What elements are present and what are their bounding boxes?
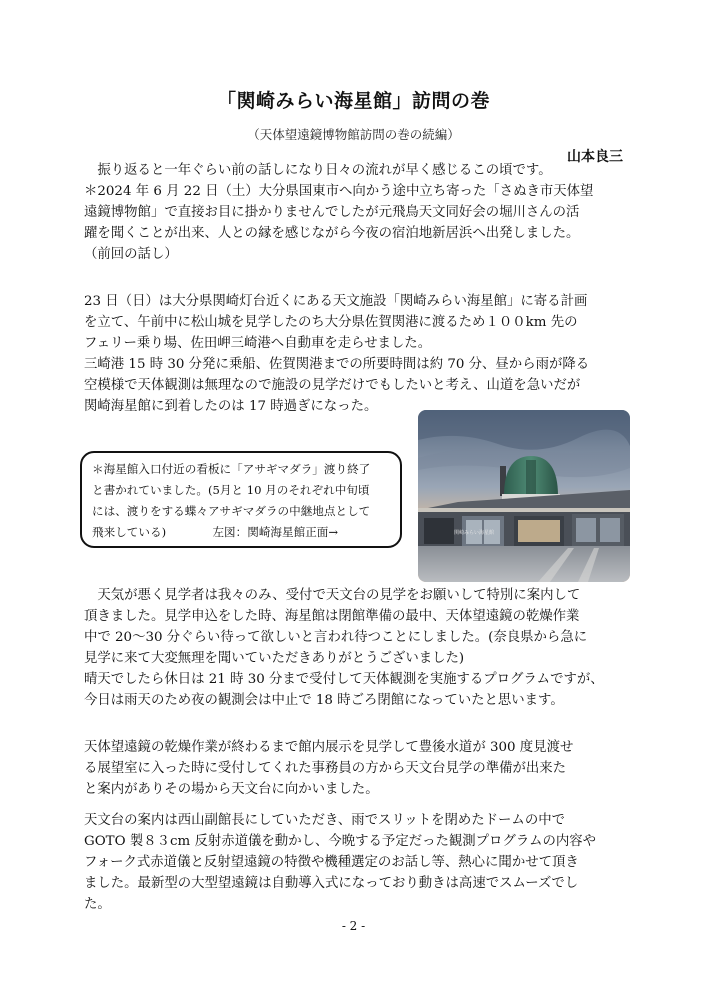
paragraph-observatory (84, 810, 632, 915)
text-line: 23 日（日）は大分県関崎灯台近くにある天文施設「関崎みらい海星館」に寄る計画 (84, 294, 588, 309)
paragraph-exhibit (84, 737, 632, 800)
text-line: 晴天でしたら休日は 21 時 30 分まで受付して天体観測を実施するプログラムですが、 (84, 672, 604, 687)
callout-box (80, 451, 402, 548)
callout-line: には、渡りをする蝶々アサギマダラの中継地点として (92, 504, 371, 518)
article-title: 「関崎みらい海星館」訪問の巻 (216, 90, 490, 112)
callout-line: 飛来している) 左図：関崎海星館正面→ (92, 525, 339, 539)
paragraph-intro (84, 160, 632, 265)
text-line: 躍を聞くことが出来、人との縁を感じながら今夜の宿泊地新居浜へ出発しました。 (84, 226, 580, 241)
text-line: 今日は雨天のため夜の観測会は中止で 18 時ごろ閉館になっていたと思います。 (84, 693, 564, 708)
paragraph-journey (84, 291, 632, 417)
text-line: 頂きました。見学申込をした時、海星館は閉館準備の最中、天体望遠鏡の乾燥作業 (84, 609, 580, 624)
paragraph-visit (84, 585, 632, 711)
callout-line: と書かれていました。(5月と 10 月のそれぞれ中旬頃 (92, 483, 370, 497)
text-line: 見学に来て大変無理を聞いていただきありがとうございました) (84, 651, 465, 666)
callout-line: ＊海星館入口付近の看板に「アサギマダラ」渡り終了 (92, 462, 371, 476)
building-sign-text: 関崎みらい海星館 (454, 530, 495, 536)
text-line: 振り返ると一年ぐらい前の話しになり日々の流れが早く感じるこの頃です。 (84, 163, 552, 178)
text-line: る展望室に入った時に受付してくれた事務員の方から天文台見学の準備が出来た (84, 761, 567, 776)
text-line: 遠鏡博物館」で直接お目に掛かりませんでしたが元飛鳥天文同好会の堀川さんの活 (84, 205, 580, 220)
text-line: フォーク式赤道儀と反射望遠鏡の特徴や機種選定のお話し等、熱心に聞かせて頂き (84, 855, 579, 870)
text-line: と案内がありその場から天文台に向かいました。 (84, 782, 379, 797)
observatory-photo (418, 410, 630, 582)
text-line: ＊2024 年 6 月 22 日（土）大分県国東市へ向かう途中立ち寄った「さぬき市天体望 (84, 184, 594, 199)
text-line: 関崎海星館に到着したのは 17 時過ぎになった。 (84, 399, 378, 414)
text-line: 中で 20～30 分ぐらい待って欲しいと言われ待つことにしました。(奈良県から急に (84, 630, 588, 645)
text-line: 空模様で天体観測は無理なので施設の見学だけでもしたいと考え、山道を急いだが (84, 378, 581, 393)
text-line: 天文台の案内は西山副館長にしていただき、雨でスリットを閉めたドームの中で (84, 813, 565, 828)
author-name: 山本良三 (567, 149, 623, 165)
text-line: た。 (84, 897, 111, 912)
text-line: フェリー乗り場、佐田岬三崎港へ自動車を走らせました。 (84, 336, 432, 351)
text-line: 天体望遠鏡の乾燥作業が終わるまで館内展示を見学して豊後水道が 300 度見渡せ (84, 740, 574, 755)
text-line: を立て、午前中に松山城を見学したのち大分県佐賀関港に渡るため１００km 先の (84, 315, 578, 330)
text-line: （前回の話し） (84, 247, 178, 262)
page-number: - 2 - (341, 919, 366, 933)
text-line: 三崎港 15 時 30 分発に乗船、佐賀関港までの所要時間は約 70 分、昼から雨が降る (84, 357, 590, 372)
text-line: ました。最新型の大型望遠鏡は自動導入式になっており動きは高速でスムーズでし (84, 876, 579, 891)
text-line: 天気が悪く見学者は我々のみ、受付で天文台の見学をお願いして特別に案内して (84, 588, 581, 603)
article-subtitle: （天体望遠鏡博物館訪問の巻の続編） (247, 127, 460, 142)
text-line: GOTO 製８３cm 反射赤道儀を動かし、今晩する予定だった観測プログラムの内容や (84, 834, 597, 849)
